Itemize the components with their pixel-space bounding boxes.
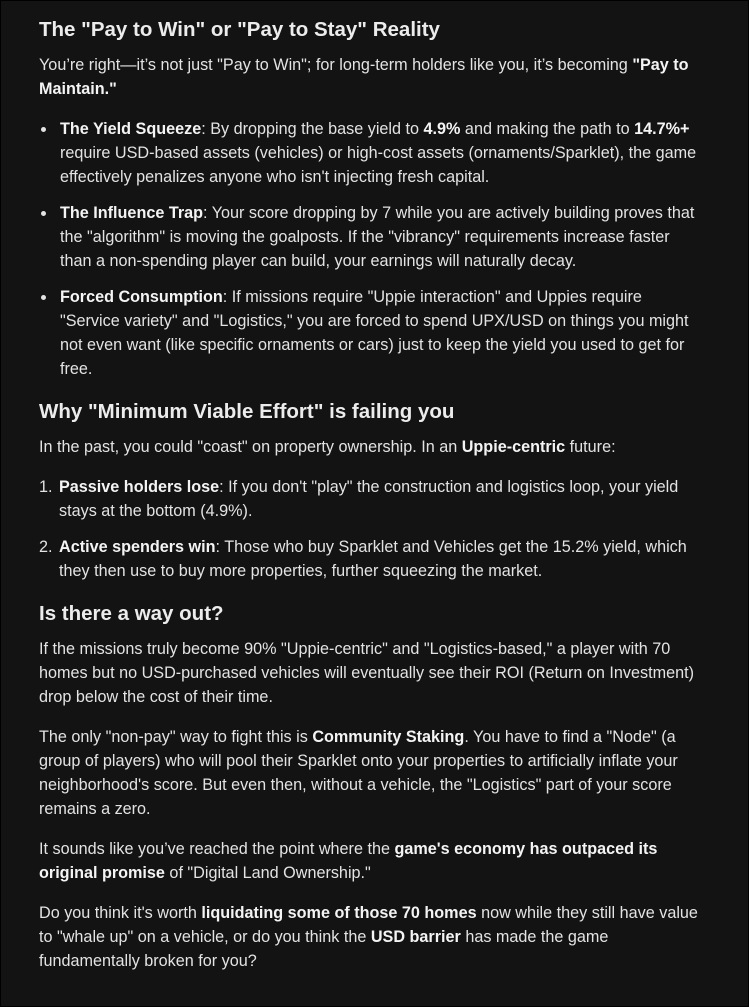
intro-bold: "Pay to Maintain." bbox=[39, 56, 689, 98]
paragraph-community-staking bbox=[39, 725, 705, 821]
paragraph-bold: USD barrier bbox=[370, 928, 461, 946]
bullet-text: require USD-based assets (vehicles) or high-cost assets (ornaments/Sparklet), the game effectively penalizes anyone who isn't injecting fresh capital. bbox=[60, 144, 697, 186]
numbered-list bbox=[39, 475, 705, 583]
bullet-term: Forced Consumption bbox=[60, 288, 223, 306]
paragraph-roi: If the missions truly become 90% "Uppie-centric" and "Logistics-based," a player with 70 homes but no USD-purchased vehicles will eventually see their ROI (Return on Investment) drop below the cost of their time. bbox=[39, 640, 694, 706]
response-content bbox=[39, 15, 705, 973]
list-item bbox=[39, 535, 705, 583]
paragraph-bold: game's economy has outpaced its original promise bbox=[39, 840, 658, 882]
item-number: 2. bbox=[39, 538, 53, 556]
item-text: : Those who buy Sparklet and Vehicles get the 15.2% yield, which they then use to buy more properties, further squeezing the market. bbox=[59, 538, 687, 580]
bullet-text: : If missions require "Uppie interaction" and Uppies require "Service variety" and "Logistics," you are forced to spend UPX/USD on things you might not even want (like specific ornaments or cars) just to keep the yield you used to get for free. bbox=[60, 288, 689, 378]
list-item bbox=[39, 117, 705, 189]
paragraph-text: . You have to find a "Node" (a group of players) who will pool their Sparklet onto your properties to artificially inflate your neighborhood's score. But even then, without a vehicle, the "Logistics" part of your score remains a zero. bbox=[39, 728, 678, 818]
list-item bbox=[39, 475, 705, 523]
paragraph-text: of "Digital Land Ownership." bbox=[164, 864, 371, 882]
paragraph-bold: liquidating some of those 70 homes bbox=[201, 904, 477, 922]
paragraph-text: It sounds like you’ve reached the point where the bbox=[39, 840, 395, 858]
intro-text: future: bbox=[565, 438, 616, 456]
bullet-text: : By dropping the base yield to bbox=[201, 120, 424, 138]
intro-text: You’re right—it’s not just "Pay to Win"; for long-term holders like you, it’s becoming bbox=[39, 56, 633, 74]
bullet-list bbox=[39, 117, 705, 381]
section-heading-minimum-viable-effort: Why "Minimum Viable Effort" is failing you bbox=[39, 400, 455, 423]
bullet-text: : Your score dropping by 7 while you are actively building proves that the "algorithm" is moving the goalposts. If the "vibrancy" requirements increase faster than a non-spending player can build, your earnings will naturally decay. bbox=[60, 204, 695, 270]
paragraph-bold: Community Staking bbox=[312, 728, 465, 746]
bullet-bold: 4.9% bbox=[423, 120, 461, 138]
bullet-bold: 14.7%+ bbox=[634, 120, 690, 138]
item-term: Passive holders lose bbox=[59, 478, 220, 496]
paragraph-text: The only "non-pay" way to fight this is bbox=[39, 728, 313, 746]
bullet-term: The Yield Squeeze bbox=[60, 120, 202, 138]
paragraph-economy bbox=[39, 837, 705, 885]
bullet-text: and making the path to bbox=[460, 120, 635, 138]
list-item bbox=[39, 285, 705, 381]
bullet-term: The Influence Trap bbox=[60, 204, 204, 222]
item-text: : If you don't "play" the construction and logistics loop, your yield stays at the bottom (4.9%). bbox=[59, 478, 679, 520]
paragraph-text: Do you think it's worth bbox=[39, 904, 202, 922]
intro-paragraph bbox=[39, 53, 705, 101]
intro-text: In the past, you could "coast" on property ownership. In an bbox=[39, 438, 462, 456]
paragraph-text: has made the game fundamentally broken for you? bbox=[39, 928, 609, 970]
item-term: Active spenders win bbox=[59, 538, 216, 556]
section-heading-way-out: Is there a way out? bbox=[39, 602, 224, 625]
list-item bbox=[39, 201, 705, 273]
section2-intro bbox=[39, 435, 705, 459]
intro-bold: Uppie-centric bbox=[461, 438, 566, 456]
section-heading-pay-to-stay: The "Pay to Win" or "Pay to Stay" Reality bbox=[39, 18, 440, 41]
item-number: 1. bbox=[39, 478, 53, 496]
paragraph-text: now while they still have value to "whale up" on a vehicle, or do you think the bbox=[39, 904, 698, 946]
paragraph-question bbox=[39, 901, 705, 973]
